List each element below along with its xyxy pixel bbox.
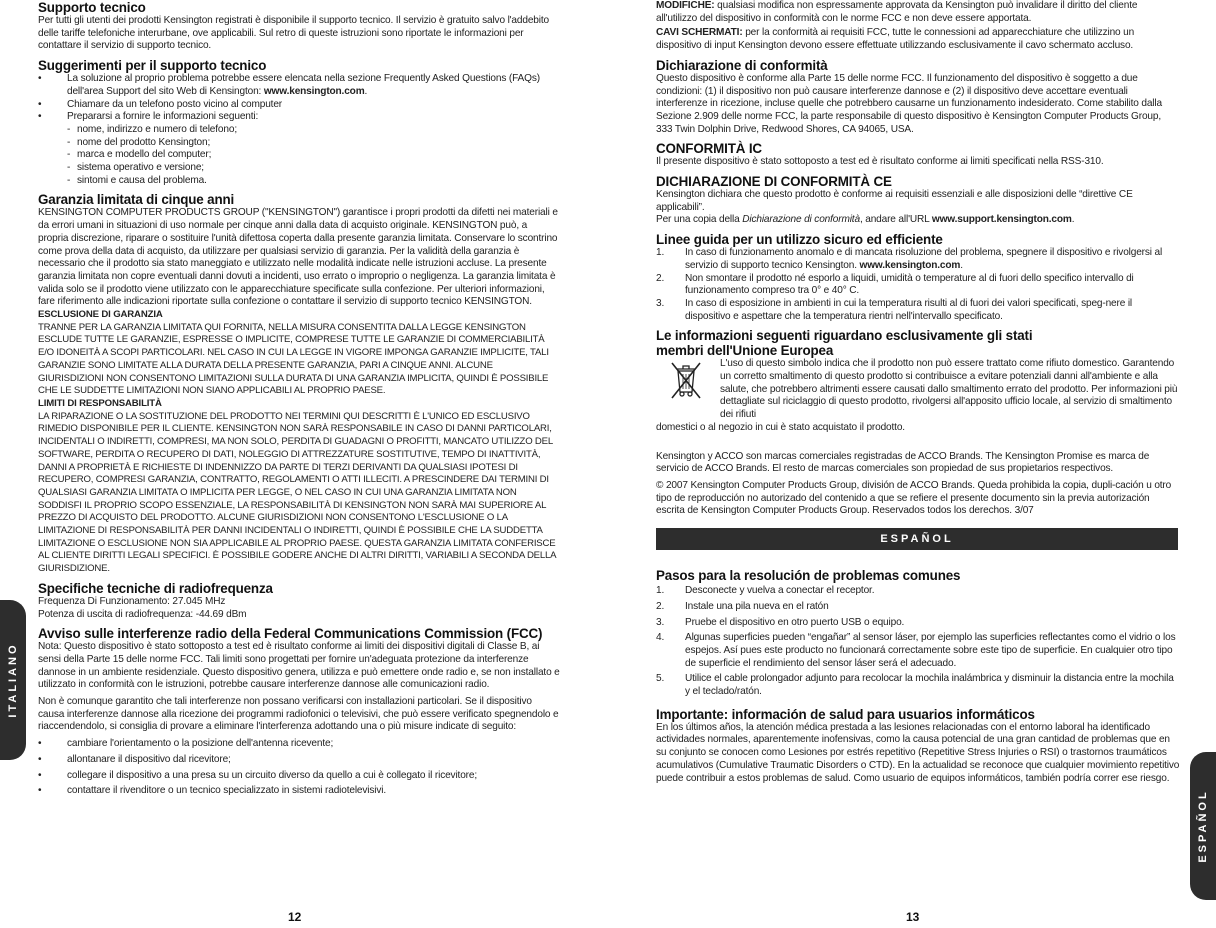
item-text: Non smontare il prodotto né esporlo a liquidi, umidità o temperature al di fuori dello specifico intervallo di funzionamento compreso tra 0° e 40° C. [685, 272, 1134, 297]
rf-title: Specifiche tecniche di radiofrequenza [38, 580, 273, 596]
list-item [656, 247, 1180, 272]
doc-section [656, 58, 1180, 137]
item-number: 4. [656, 632, 665, 644]
tip-text-end: . [364, 85, 368, 97]
list-item [38, 73, 560, 98]
list-item: • collegare il dispositivo a una presa su un circuito diverso da quello a cui è collegato il ricevitore; [38, 770, 560, 783]
warranty-title: Garanzia limitata di cinque anni [38, 192, 235, 208]
page-right [656, 0, 1180, 928]
language-bar-espanol: ESPAÑOL [656, 528, 1178, 550]
list-item [656, 585, 1180, 598]
eu-title-line1: Le informazioni seguenti riguardano esclusivamente gli stati [656, 328, 1033, 344]
info-sublist [67, 124, 560, 188]
support-body: Per tutti gli utenti dei prodotti Kensington registrati è disponibile il supporto tecnico. Il servizio è gratuito salvo l'addebito delle tariffe telefoniche interurbane, ove applicabili. Sul retro di queste istruzioni sono riportate le informazioni per contattare il servizio di supporto tecnico. [38, 15, 549, 52]
item-text: In caso di funzionamento anomalo e di mancata risoluzione del problema, spegnere il dispositivo e rivolgersi al servizio di supporto tecnico Kensington. [685, 247, 1163, 271]
rf-frequency: Frequenza Di Funzionamento: 27.045 MHz [38, 595, 226, 607]
cables-label: CAVI SCHERMATI: [656, 27, 743, 39]
item-number: 2. [656, 600, 665, 612]
eu-title-line2: membri dell'Unione Europea [656, 343, 834, 359]
ce-body: Kensington dichiara che questo prodotto è conforme ai requisiti essenziali e alle disposizioni delle “direttive CE applicabili”. [656, 189, 1133, 213]
weee-bin-icon [668, 360, 704, 400]
safety-list [656, 247, 1180, 323]
list-item [656, 673, 1180, 698]
health-title: Importante: información de salud para usuarios informáticos [656, 706, 1035, 722]
item-number: 3. [656, 616, 665, 628]
cables-text: per la conformità ai requisiti FCC, tutte le connessioni ad apparecchiature che utilizzino un dispositivo di input Kensington devono essere effettuate utilizzando esclusivamente il cavo schermato accluso. [656, 27, 1135, 52]
tip-text: La soluzione al proprio problema potrebbe essere elencata nella sezione Frequently Asked Questions (FAQs) dell'area Support del sito Web di Kensington: [67, 73, 540, 97]
fcc-measures: Non è comunque garantito che tali interferenze non possano verificarsi con installazioni particolari. Se il dispositivo causa interferenze dannose alla ricezione dei programmi radiofonici o televisivi, che può essere verificato spegnendolo e riaccendendolo, si consiglia di provare a eliminare l'interferenza adottando una o più misure indicate di seguito: [38, 696, 559, 733]
ce-doc-italic: Dichiarazione di conformità [742, 214, 860, 226]
weee-block [656, 358, 1180, 422]
list-item: - marca e modello del computer; [67, 149, 560, 162]
ce-title: DICHIARAZIONE DI CONFORMITÀ CE [656, 174, 892, 190]
list-item: - nome, indirizzo e numero di telefono; [67, 124, 560, 137]
item-text: Instale una pila nueva en el ratón [685, 600, 829, 612]
ce-section [656, 174, 1180, 227]
health-section [656, 707, 1180, 786]
ic-title: CONFORMITÀ IC [656, 141, 762, 157]
item-text: Utilice el cable prolongador adjunto para recolocar la mochila inalámbrica y disminuir la distancia entre la mochila y el teclado/ratón. [685, 673, 1174, 698]
fcc-section [38, 626, 560, 798]
eu-title [656, 328, 1180, 358]
disclaimer-title: ESCLUSIONE DI GARANZIA [38, 309, 163, 321]
list-item [656, 617, 1180, 630]
list-item: • allontanare il dispositivo dal ricevitore; [38, 754, 560, 767]
fcc-list [38, 738, 560, 798]
copyright: © 2007 Kensington Computer Products Group, división de ACCO Brands. Queda prohibida la copia, dupli-cación u otro tipo de reproducción no autorizado del contenido a que se refiere el presente documento sin la previa autorización escrita de Kensington Computer Products Group. Reservados todos los derechos. 3/07 [656, 479, 1172, 517]
troubleshoot-list [656, 585, 1180, 699]
disclaimer-body: TRANNE PER LA GARANZIA LIMITATA QUI FORNITA, NELLA MISURA CONSENTITA DALLA LEGGE KENSINGTON ESCLUDE TUTTE LE GARANZIE, ESPRESSE O IMPLICITE, COMPRESE TUTTE LE GARANZIE DI COMMERCIABILITÀ E/O IDONEITÀ A SCOPI PARTICOLARI. NEL CASO IN CUI LA LEGGE IN VIGORE IMPONGA GARANZIE IMPLICITE, TALI GARANZIE SONO LIMITATE ALLA DURATA DELLA PRESENTE GARANZIA, PARI A CINQUE ANNI. ALCUNE GIURISDIZIONI NON CONSENTONO LIMITAZIONI SULLA DURATA DI UNA GARANZIA IMPLICITA, QUINDI È POSSIBILE CHE LE SUDDETTE LIMITAZIONI NON SIANO APPLICABILI AL PROPRIO PAESE. [38, 321, 549, 397]
list-item [656, 298, 1180, 323]
modifications-text: qualsiasi modifica non espressamente approvata da Kensington può invalidare il diritto del cliente all'utilizzo del dispositivo in conformità con le norme FCC e non deve essere apportata. [656, 0, 1138, 24]
support-link[interactable]: www.support.kensington.com [931, 214, 1072, 226]
item-number: 5. [656, 673, 665, 685]
eu-body: L'uso di questo simbolo indica che il prodotto non può essere trattato come rifiuto domestico. Garantendo un corretto smaltimento di questo prodotto si contribuisce a evitare potenziali danni all'ambiente e alla salute, che potrebbero altrimenti essere causati dallo smaltimento errato del prodotto. Per informazioni più dettagliate sul riciclaggio di questo prodotto, rivolgersi all'apposito ufficio locale, al servizio di smaltimento dei rifiuti [720, 358, 1178, 421]
item-number: 3. [656, 297, 665, 309]
warranty-body: KENSINGTON COMPUTER PRODUCTS GROUP ("KENSINGTON") garantisce i propri prodotti da difetti nei materiali e da errori umani in situazioni di uso normale per cinque anni dalla data di acquisto originale. KENSINGTON può, a propria discrezione, riparare o sostituire l'unità difettosa coperta dalla presente garanzia limitata. Conservare lo scontrino come prova della data di acquisto, da utilizzare per qualsiasi servizio di garanzia. Per la validità della garanzia è necessario che il prodotto sia stato maneggiato e utilizzato nelle modalità indicate nelle istruzioni accluse. La presente garanzia limitata non copre eventuali danni dovuti a incidenti, uso errato o improprio o negligenza. La garanzia limitata è valida solo se il prodotto viene utilizzato con le apparecchiature specificate sulla confezione. Per ulteriori informazioni, fare riferimento alle indicazioni riportate sulla confezione o contattare il servizio di supporto tecnico KENSINGTON. [38, 207, 558, 308]
list-item: • Chiamare da un telefono posto vicino al computer [38, 99, 560, 112]
page-left [38, 0, 560, 928]
fcc-note: Nota: Questo dispositivo è stato sottoposto a test ed è risultato conforme ai limiti dei dispositivi digitali di Classe B, ai sensi della Parte 15 delle norme FCC. Tali limiti sono progettati per fornire un'adeguata protezione da interferenze dannose in un ambiente residenziale. Questo dispositivo genera, utilizza e può emettere onde radio e, se non installato e utilizzato in conformità con le istruzioni, potrebbe causare interferenze dannose alle comunicazioni radio. [38, 641, 560, 691]
kensington-link[interactable]: www.kensington.com [263, 85, 365, 97]
fcc-title: Avviso sulle interferenze radio della Federal Communications Commission (FCC) [38, 626, 543, 642]
ic-section [656, 141, 1180, 169]
page-number-right: 13 [906, 910, 920, 924]
list-item: • contattare il rivenditore o un tecnico specializzato in sistemi radiotelevisivi. [38, 785, 560, 798]
page-number-left: 12 [288, 910, 302, 924]
trademarks: Kensington y ACCO son marcas comerciales registradas de ACCO Brands. The Kensington Promise es marca de servicio de ACCO Brands. El resto de marcas comerciales son propiedad de sus propietarios respectivos. [656, 450, 1150, 475]
doc-body: Questo dispositivo è conforme alla Parte 15 delle norme FCC. Il funzionamento del dispositivo è soggetto a due condizioni: (1) il dispositivo non può causare interferenze dannose e (2) il dispositivo deve accettare eventuali interferenze in ricezione, incluse quelle che potrebbero causarne un funzionamento indesiderato. Come stabilito dalla Sezione 2.909 delle norme FCC, la parte responsabile di questo dispositivo è Kensington Computer Products Group, 333 Twin Dolphin Drive, Redwood Shores, CA 94065, USA. [656, 72, 1162, 135]
list-item [38, 111, 560, 187]
liability-body: LA RIPARAZIONE O LA SOSTITUZIONE DEL PRODOTTO NEI TERMINI QUI DESCRITTI È L'UNICO ED ESCLUSIVO RIMEDIO DISPONIBILE PER IL CLIENTE. KENSINGTON NON SARÀ RESPONSABILE IN CASO DI DANNI PARTICOLARI, INCIDENTALI O INDIRETTI, COMPRESI, MA NON SOLO, PERDITA DI GUADAGNI O PROFITTI, MANCATO UTILIZZO DEL SOFTWARE, PERDITA O RECUPERO DI DATI, NOLEGGIO DI ATTREZZATURE SOSTITUTIVE, TEMPO DI INATTIVITÀ, DANNI A PROPRIETÀ E RICHIESTE DI INDENNIZZO DA PARTE DI TERZI DERIVANTI DA QUALSIASI IPOTESI DI RECUPERO, COMPRESI GARANZIA, CONTRATTO, REGOLAMENTI O ATTI ILLECITI. A PRESCINDERE DAI TERMINI DI QUALSIASI GARANZIA LIMITATA O IMPLICITA PER LEGGE, O NEL CASO IN CUI UNA GARANZIA LIMITATA NON SODDISFI IL PROPRIO SCOPO ESSENZIALE, LA RESPONSABILITÀ DI KENSINGTON NON SARÀ MAI SUPERIORE AL PREZZO DI ACQUISTO DEL PRODOTTO. ALCUNE GIURISDIZIONI NON CONSENTONO L'ESCLUSIONE O LA LIMITAZIONE DI RESPONSABILITÀ PER DANNI INCIDENTALI O INDIRETTI, QUINDI È POSSIBILE CHE LA SUDDETTA LIMITAZIONE O ESCLUSIONE NON SIA APPLICABILE AL PROPRIO PAESE. QUESTA GARANZIA LIMITATA CONFERISCE AL CLIENTE DIRITTI LEGALI SPECIFICI. È POSSIBILE GODERE ANCHE DI ALTRI DIRITTI, VARIABILI A SECONDA DELLA GIURISDIZIONE. [38, 410, 556, 575]
troubleshoot-section [656, 568, 1180, 699]
ce-copy-text: Per una copia della [656, 214, 743, 226]
kensington-link[interactable]: www.kensington.com [859, 259, 961, 271]
health-body: En los últimos años, la atención médica prestada a las lesiones relacionadas con el entorno laboral ha identificado actividades normales, aparentemente inofensivas, como la causa potencial de una gran cantidad de problemas que en su conjunto se conocen como Lesiones por estrés repetitivo (Repetitive Stress Injuries o RSI) o trastornos traumáticos acumulativos (Cumulative Traumatic Disorders o CTD). En la actualidad se reconoce que cualquier movimiento repetitivo puede contribuir a estos problemas de salud. Como usuario de equipos informáticos, también podría correr ese riesgo. [656, 721, 1180, 784]
tab-label: ITALIANO [7, 642, 19, 718]
list-item [656, 601, 1180, 614]
support-title: Supporto tecnico [38, 0, 146, 15]
tips-section [38, 58, 560, 187]
legal-section [656, 451, 1180, 519]
list-item: - nome del prodotto Kensington; [67, 137, 560, 150]
tips-list [38, 73, 560, 187]
list-item: - sintomi e causa del problema. [67, 175, 560, 188]
ic-body: Il presente dispositivo è stato sottoposto a test ed è risultato conforme ai limiti specificati nella RSS-310. [656, 156, 1104, 168]
item-number: 1. [656, 585, 665, 597]
item-text: Desconecte y vuelva a conectar el receptor. [685, 585, 875, 597]
liability-title: LIMITI DI RESPONSABILITÀ [38, 397, 162, 409]
item-text: Pruebe el dispositivo en otro puerto USB o equipo. [685, 616, 905, 628]
safety-section [656, 232, 1180, 323]
ce-copy-end: . [1071, 214, 1075, 226]
cables-note [656, 27, 1180, 52]
tip-text: Prepararsi a fornire le informazioni seguenti: [67, 111, 259, 123]
item-text-end: . [960, 259, 963, 271]
eu-body-end: domestici o al negozio in cui è stato acquistato il prodotto. [656, 421, 905, 433]
list-item: • cambiare l'orientamento o la posizione dell'antenna ricevente; [38, 738, 560, 751]
language-tab-espanol [1190, 752, 1216, 900]
item-number: 2. [656, 272, 665, 284]
item-text: Algunas superficies pueden “engañar” al sensor láser, por ejemplo las superficies reflectantes como el vidrio o los espejos. Así pues este producto no funcionará correctamente sobre este tipo de superficie. En cualquier otro tipo de superficie el rendimiento del sensor láser será el adecuado. [685, 632, 1176, 669]
item-number: 1. [656, 247, 665, 259]
ce-copy-text: , andare all'URL [859, 214, 932, 226]
doc-title: Dichiarazione di conformità [656, 57, 828, 73]
rf-power: Potenza di uscita di radiofrequenza: -44.69 dBm [38, 608, 247, 620]
eu-section [656, 328, 1180, 434]
list-item [656, 273, 1180, 298]
item-text: In caso di esposizione in ambienti in cui la temperatura risulti al di fuori dei valori specificati, speg-nere il dispositivo e aspettare che la temperatura rientri nell'intervallo specificato. [685, 297, 1133, 322]
modifications-label: MODIFICHE: [656, 0, 715, 11]
list-item [656, 632, 1180, 670]
modifications-note [656, 0, 1180, 25]
tab-label: ESPAÑOL [1197, 789, 1209, 863]
language-tab-italiano [0, 600, 26, 760]
troubleshoot-title: Pasos para la resolución de problemas comunes [656, 568, 961, 584]
rf-section [38, 581, 560, 621]
safety-title: Linee guida per un utilizzo sicuro ed efficiente [656, 232, 943, 248]
ce-copy [656, 214, 1180, 227]
tips-title: Suggerimenti per il supporto tecnico [38, 58, 267, 74]
support-section [38, 0, 560, 53]
warranty-section [38, 192, 560, 575]
list-item: - sistema operativo e versione; [67, 162, 560, 175]
